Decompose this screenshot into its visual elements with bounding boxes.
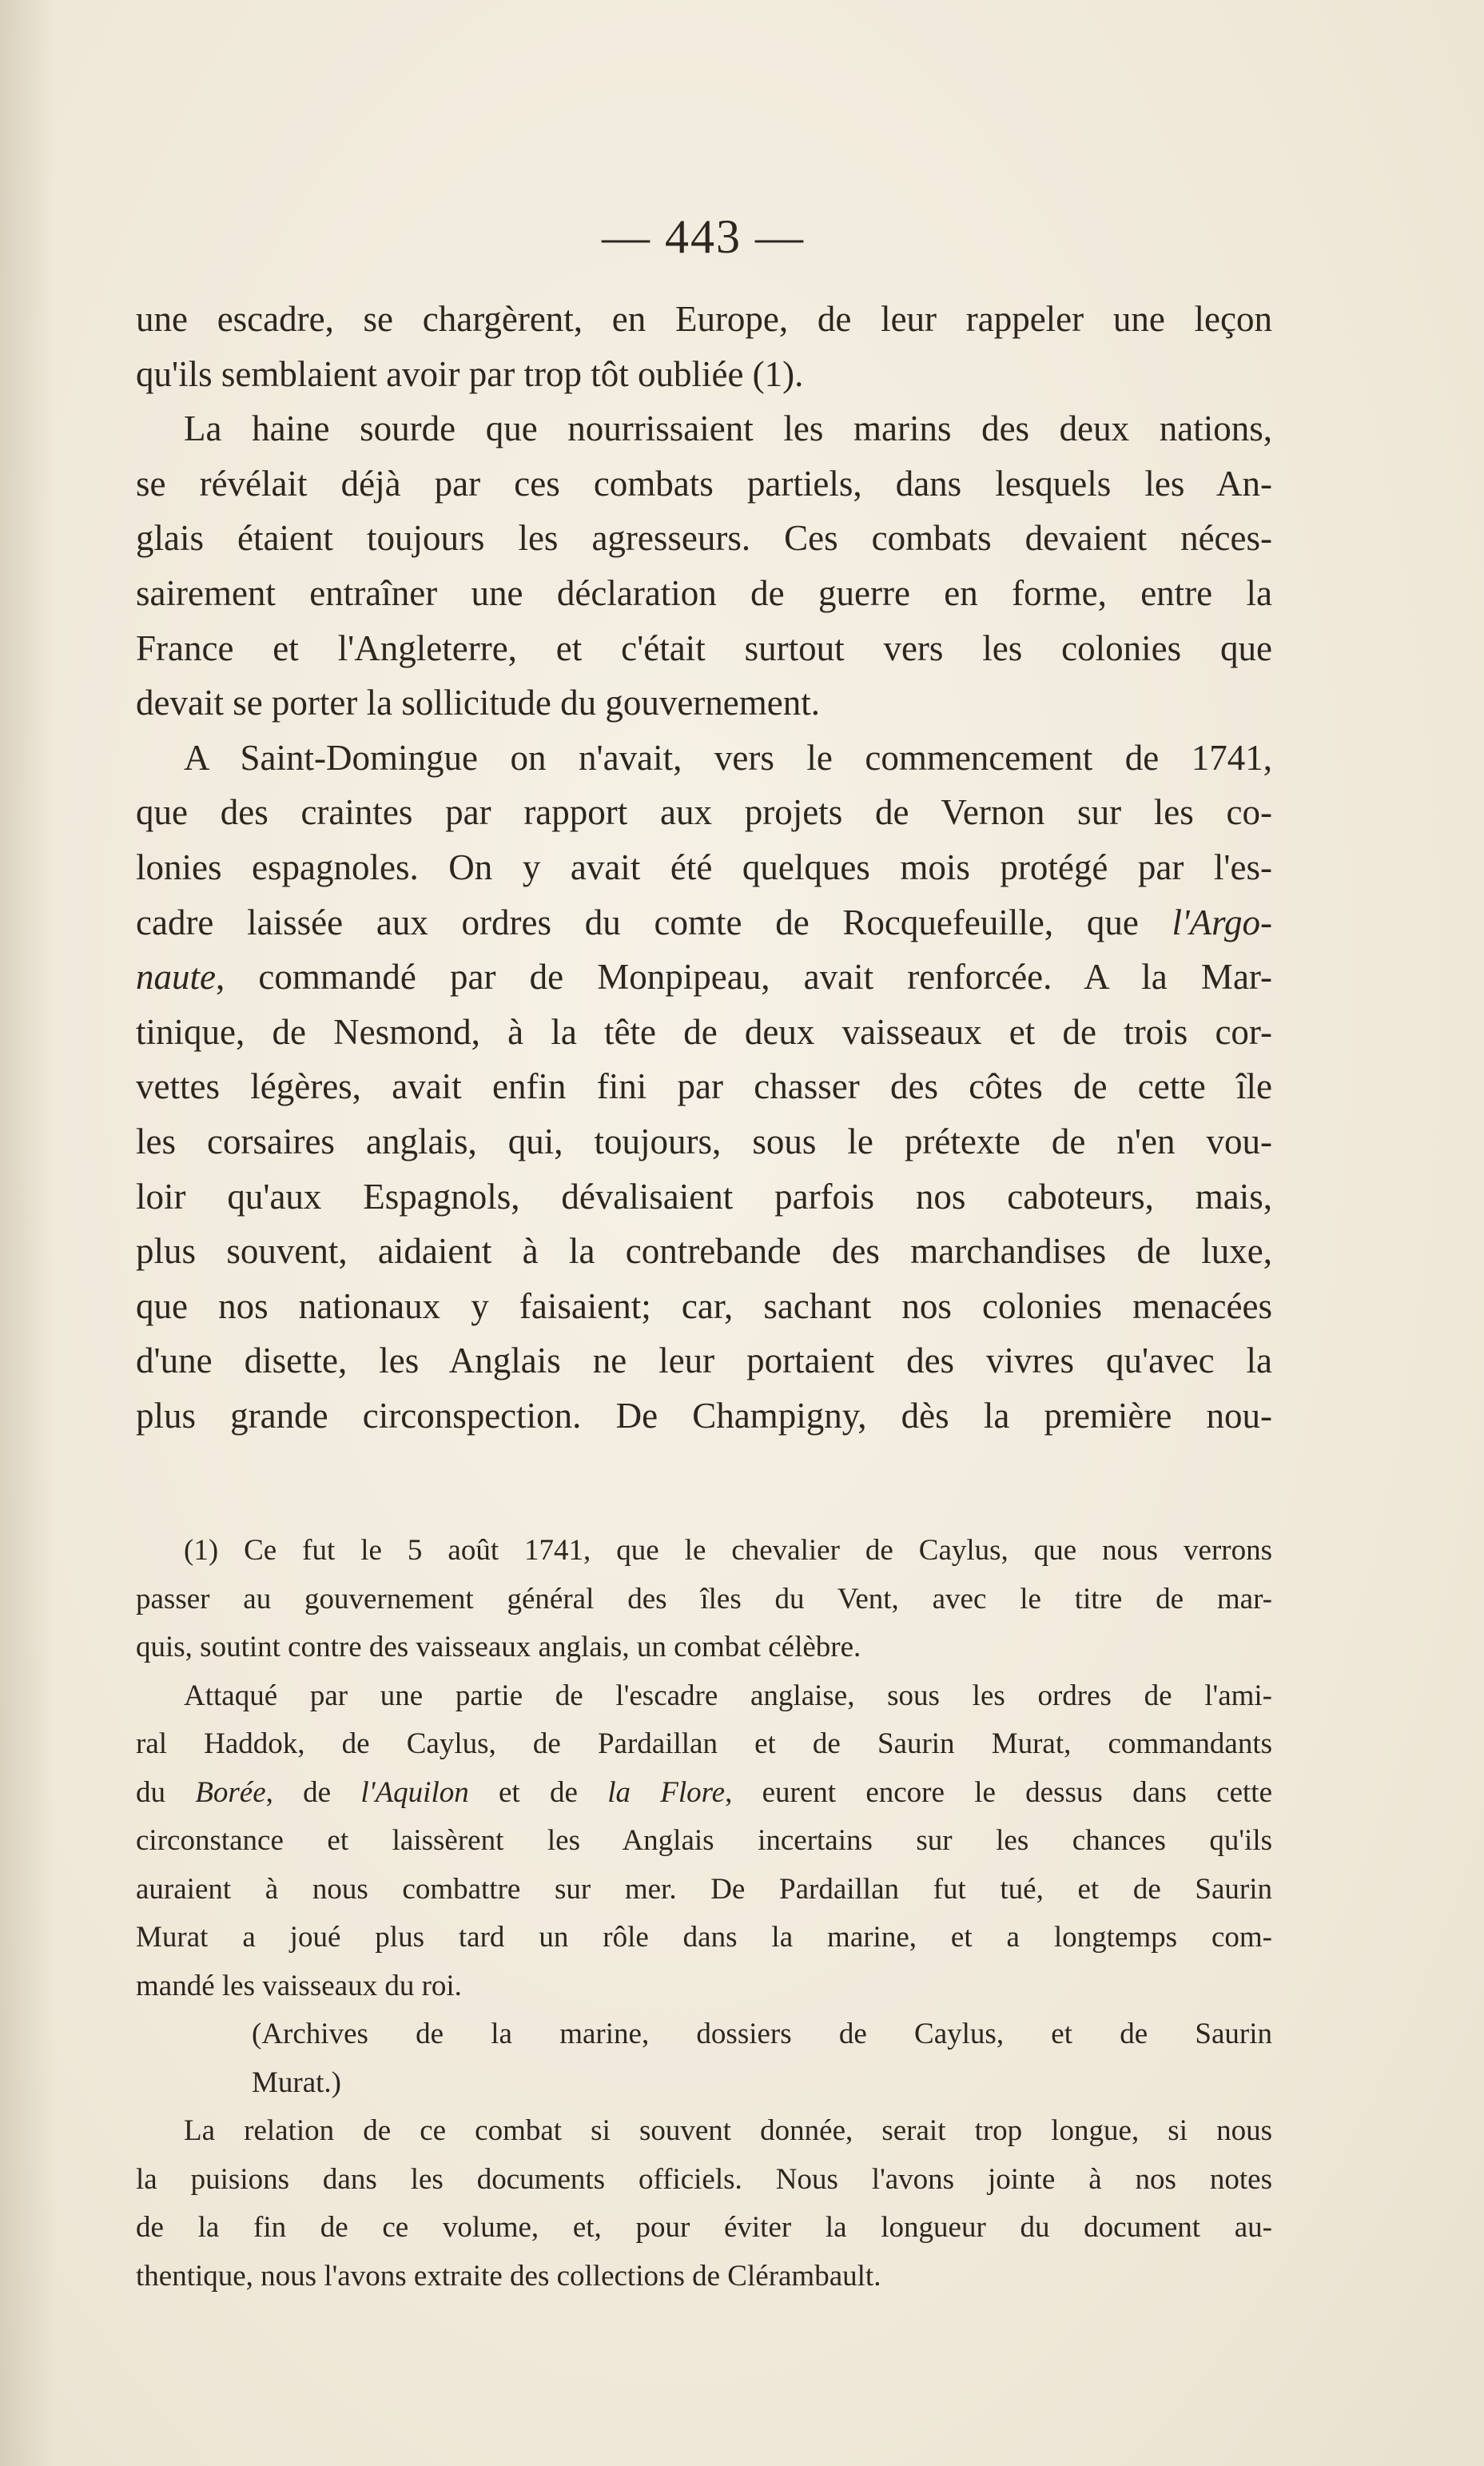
note-line: [136, 1866, 1272, 1914]
italic-segment: naute: [136, 957, 216, 998]
text-segment: Attaqué par une partie de l'escadre anglaise, sous les ordres de l'ami-: [184, 1679, 1272, 1712]
italic-segment: l'Argo-: [1172, 902, 1272, 942]
text-line: [136, 1224, 1272, 1279]
text-segment: ral Haddok, de Caylus, de Pardaillan et de Saurin Murat, commandants: [136, 1727, 1272, 1760]
note-line: [136, 2107, 1272, 2156]
page-number: — 443 —: [602, 210, 805, 263]
text-segment: Murat a joué plus tard un rôle dans la marine, et a longtemps com-: [136, 1921, 1272, 1954]
text-line: [136, 731, 1272, 786]
text-segment: lonies espagnoles. On y avait été quelques mois protégé par l'es-: [136, 847, 1272, 887]
note-line: [136, 1623, 1272, 1672]
note-line: [136, 2204, 1272, 2253]
text-segment: , eurent encore le dessus dans cette: [725, 1775, 1272, 1809]
text-line: [136, 675, 1272, 731]
text-segment: de la fin de ce volume, et, pour éviter la longueur du document au-: [136, 2211, 1272, 2244]
text-segment: se révélait déjà par ces combats partiels, dans lesquels les An-: [136, 463, 1272, 504]
text-segment: d'une disette, les Anglais ne leur portaient des vivres qu'avec la: [136, 1341, 1272, 1381]
note-line: [136, 1576, 1272, 1624]
text-line: [136, 292, 1272, 347]
text-segment: La relation de ce combat si souvent donnée, serait trop longue, si nous: [184, 2114, 1272, 2147]
note-line: [136, 1720, 1272, 1769]
note-line: [136, 1527, 1272, 1576]
text-segment: plus grande circonspection. De Champigny, dès la première nou-: [136, 1395, 1272, 1436]
spine-shadow: [0, 0, 56, 2466]
text-segment: la puisions dans les documents officiels. Nous l'avons jointe à nos notes: [136, 2162, 1272, 2196]
text-line: [136, 621, 1272, 676]
text-segment: glais étaient toujours les agresseurs. Ces combats devaient néces-: [136, 518, 1272, 559]
text-segment: du: [136, 1775, 196, 1809]
text-segment: Borée: [195, 1775, 266, 1809]
text-segment: l'Aquilon: [360, 1775, 469, 1809]
text-line: [136, 1388, 1272, 1444]
text-line: [136, 1279, 1272, 1334]
note-line: [136, 2010, 1272, 2059]
text-segment: une escadre, se chargèrent, en Europe, de leur rappeler une leçon: [136, 299, 1272, 339]
note-line: [136, 1817, 1272, 1866]
text-line: [136, 950, 1272, 1005]
text-line: [136, 456, 1272, 512]
footnotes: [136, 1527, 1272, 2301]
text-segment: , commandé par de Monpipeau, avait renforcée. A la Mar-: [215, 957, 1272, 998]
text-line: [136, 1114, 1272, 1169]
text-line: [136, 840, 1272, 895]
text-segment: circonstance et laissèrent les Anglais incertains sur les chances qu'ils: [136, 1824, 1272, 1857]
text-line: [136, 1005, 1272, 1060]
text-segment: que nos nationaux y faisaient; car, sachant nos colonies menacées: [136, 1285, 1272, 1326]
text-line: [136, 347, 1272, 402]
text-segment: , de: [265, 1775, 361, 1809]
main-text: [136, 292, 1272, 1443]
text-segment: les corsaires anglais, qui, toujours, sous le prétexte de n'en vou-: [136, 1121, 1272, 1161]
text-segment: thentique, nous l'avons extraite des collections de Clérambault.: [136, 2259, 881, 2293]
text-line: [136, 566, 1272, 621]
text-line: [136, 1333, 1272, 1388]
text-line: [136, 401, 1272, 456]
text-segment: plus souvent, aidaient à la contrebande des marchandises de luxe,: [136, 1231, 1272, 1272]
text-segment: passer au gouvernement général des îles du Vent, avec le titre de mar-: [136, 1582, 1272, 1615]
text-segment: que des craintes par rapport aux projets de Vernon sur les co-: [136, 792, 1272, 833]
text-line: [136, 785, 1272, 840]
note-line: [136, 2156, 1272, 2205]
text-segment: A Saint-Domingue on n'avait, vers le commencement de 1741,: [184, 737, 1272, 778]
text-segment: tinique, de Nesmond, à la tête de deux vaisseaux et de trois cor-: [136, 1011, 1272, 1052]
text-segment: cadre laissée aux ordres du comte de Rocquefeuille, que: [136, 902, 1172, 942]
text-line: [136, 1169, 1272, 1225]
note-line: [136, 1769, 1272, 1818]
text-line: [136, 895, 1272, 950]
text-segment: qu'ils semblaient avoir par trop tôt oubliée (1).: [136, 353, 804, 394]
text-segment: Murat.): [252, 2066, 341, 2099]
text-segment: (1) Ce fut le 5 août 1741, que le chevalier de Caylus, que nous verrons: [184, 1534, 1272, 1567]
note-line: [136, 2253, 1272, 2301]
text-segment: France et l'Angleterre, et c'était surtout vers les colonies que: [136, 627, 1272, 668]
text-segment: auraient à nous combattre sur mer. De Pardaillan fut tué, et de Saurin: [136, 1872, 1272, 1906]
text-segment: loir qu'aux Espagnols, dévalisaient parfois nos caboteurs, mais,: [136, 1176, 1272, 1217]
text-segment: et de: [468, 1775, 608, 1809]
note-line: [136, 2059, 1272, 2108]
text-line: [136, 511, 1272, 566]
text-segment: quis, soutint contre des vaisseaux anglais, un combat célèbre.: [136, 1631, 861, 1663]
note-line: [136, 1914, 1272, 1962]
text-segment: La haine sourde que nourrissaient les marins des deux nations,: [184, 408, 1272, 449]
text-segment: devait se porter la sollicitude du gouvernement.: [136, 683, 820, 723]
text-segment: vettes légères, avait enfin fini par chasser des côtes de cette île: [136, 1066, 1272, 1107]
text-segment: mandé les vaisseaux du roi.: [136, 1969, 462, 2002]
note-line: [136, 1962, 1272, 2011]
text-line: [136, 1059, 1272, 1114]
text-segment: la Flore: [607, 1775, 726, 1809]
note-line: [136, 1672, 1272, 1721]
text-segment: sairement entraîner une déclaration de guerre en forme, entre la: [136, 572, 1272, 613]
text-segment: (Archives de la marine, dossiers de Caylus, et de Saurin: [252, 2018, 1272, 2050]
